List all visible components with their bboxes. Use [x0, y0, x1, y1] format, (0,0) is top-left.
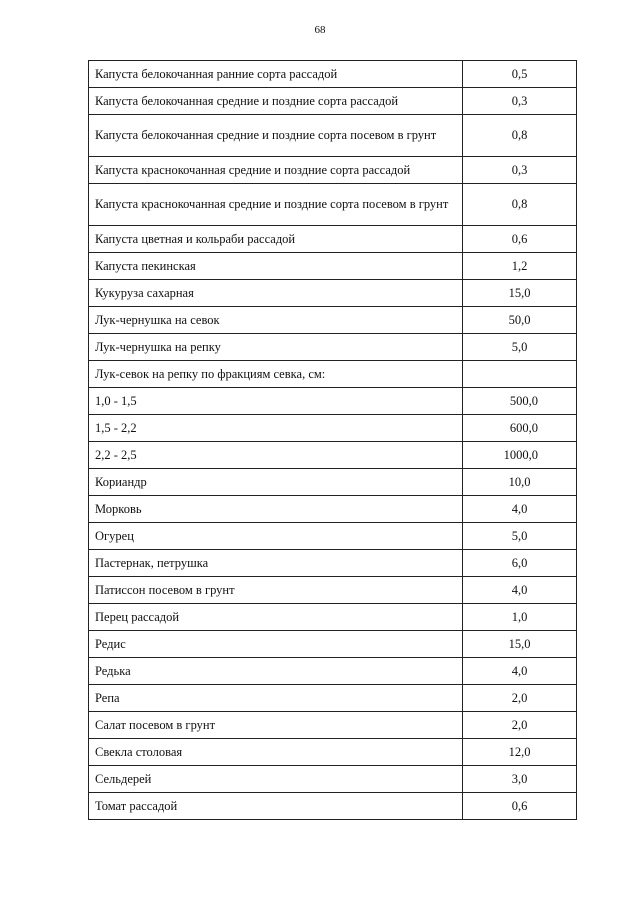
- row-name: 2,2 - 2,5: [89, 442, 463, 469]
- row-name: Огурец: [89, 523, 463, 550]
- row-name: Капуста цветная и кольраби рассадой: [89, 226, 463, 253]
- row-value: 500,0: [463, 388, 577, 415]
- row-value: 1,0: [463, 604, 577, 631]
- row-value: 600,0: [463, 415, 577, 442]
- row-name: Капуста пекинская: [89, 253, 463, 280]
- row-value: 10,0: [463, 469, 577, 496]
- row-value: 2,0: [463, 712, 577, 739]
- table-row: [89, 712, 577, 739]
- row-name: Редис: [89, 631, 463, 658]
- row-name: Пастернак, петрушка: [89, 550, 463, 577]
- row-name: Капуста краснокочанная средние и поздние сорта рассадой: [89, 157, 463, 184]
- table-row: [89, 115, 577, 157]
- row-value: 3,0: [463, 766, 577, 793]
- row-value: 0,6: [463, 226, 577, 253]
- row-value: 0,3: [463, 88, 577, 115]
- row-value: 4,0: [463, 496, 577, 523]
- row-name: Свекла столовая: [89, 739, 463, 766]
- row-name: Кукуруза сахарная: [89, 280, 463, 307]
- row-value: 15,0: [463, 631, 577, 658]
- row-name: Лук-севок на репку по фракциям севка, см:: [89, 361, 463, 388]
- table-row: [89, 307, 577, 334]
- table-row: [89, 523, 577, 550]
- row-name: Лук-чернушка на севок: [89, 307, 463, 334]
- row-value: 0,5: [463, 61, 577, 88]
- row-name: Томат рассадой: [89, 793, 463, 820]
- table-row: [89, 793, 577, 820]
- row-name: Салат посевом в грунт: [89, 712, 463, 739]
- row-value: 1,2: [463, 253, 577, 280]
- row-value: 6,0: [463, 550, 577, 577]
- row-value: 0,3: [463, 157, 577, 184]
- table-row: [89, 685, 577, 712]
- table-row: [89, 184, 577, 226]
- table-row: [89, 658, 577, 685]
- row-value: 4,0: [463, 658, 577, 685]
- row-name: 1,5 - 2,2: [89, 415, 463, 442]
- row-name: Капуста краснокочанная средние и поздние сорта посевом в грунт: [89, 184, 463, 226]
- seeding-rate-table: [88, 60, 577, 820]
- table-row: [89, 550, 577, 577]
- row-name: Капуста белокочанная ранние сорта рассадой: [89, 61, 463, 88]
- row-name: Перец рассадой: [89, 604, 463, 631]
- row-value: 0,6: [463, 793, 577, 820]
- table-row: [89, 88, 577, 115]
- row-value: 0,8: [463, 184, 577, 226]
- row-value: 5,0: [463, 334, 577, 361]
- row-name: Редька: [89, 658, 463, 685]
- table-row: [89, 253, 577, 280]
- table-row: [89, 766, 577, 793]
- table-row: [89, 280, 577, 307]
- row-name: Капуста белокочанная средние и поздние сорта рассадой: [89, 88, 463, 115]
- table-row: [89, 157, 577, 184]
- table-row: [89, 361, 577, 388]
- row-value: 2,0: [463, 685, 577, 712]
- table-row: [89, 577, 577, 604]
- row-name: Патиссон посевом в грунт: [89, 577, 463, 604]
- table-row: [89, 604, 577, 631]
- row-value: 0,8: [463, 115, 577, 157]
- row-name: Кориандр: [89, 469, 463, 496]
- table-row: [89, 226, 577, 253]
- table-row: [89, 442, 577, 469]
- table-row: [89, 415, 577, 442]
- row-value: 12,0: [463, 739, 577, 766]
- table-row: [89, 496, 577, 523]
- row-name: Лук-чернушка на репку: [89, 334, 463, 361]
- row-value: 4,0: [463, 577, 577, 604]
- row-value: [463, 361, 577, 388]
- row-value: 1000,0: [463, 442, 577, 469]
- table-row: [89, 469, 577, 496]
- table-row: [89, 61, 577, 88]
- table-row: [89, 739, 577, 766]
- row-name: Репа: [89, 685, 463, 712]
- row-name: Сельдерей: [89, 766, 463, 793]
- row-name: Капуста белокочанная средние и поздние сорта посевом в грунт: [89, 115, 463, 157]
- row-name: 1,0 - 1,5: [89, 388, 463, 415]
- row-value: 15,0: [463, 280, 577, 307]
- table-row: [89, 631, 577, 658]
- page-number: 68: [314, 24, 326, 36]
- row-value: 50,0: [463, 307, 577, 334]
- table-row: [89, 334, 577, 361]
- row-name: Морковь: [89, 496, 463, 523]
- row-value: 5,0: [463, 523, 577, 550]
- table-row: [89, 388, 577, 415]
